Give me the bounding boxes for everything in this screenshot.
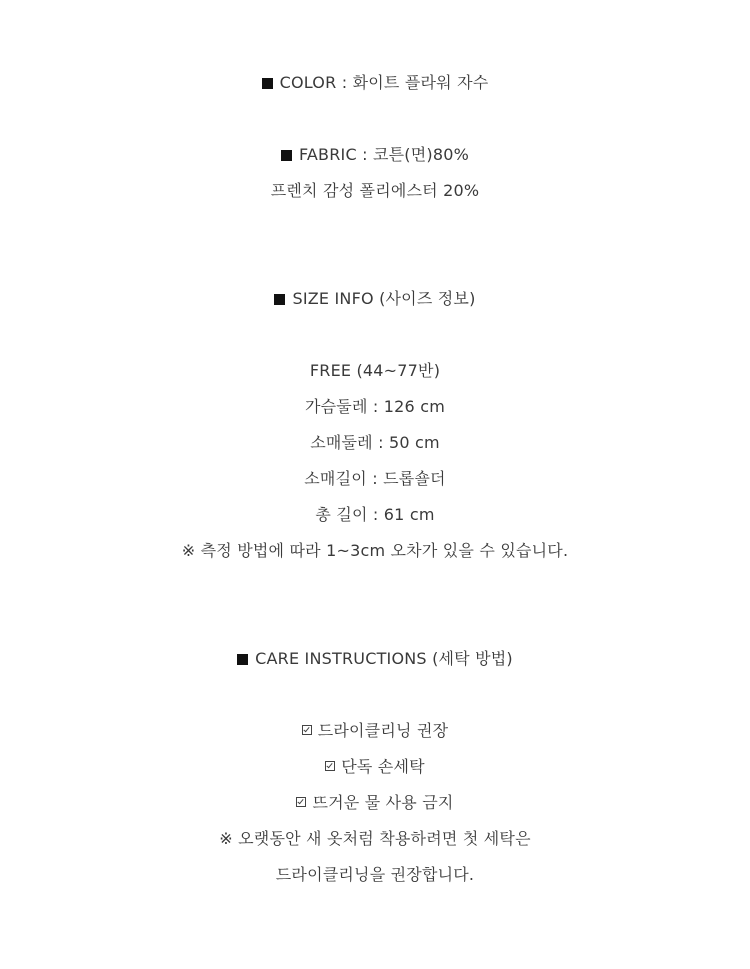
care-note-line-1: ※ 오랫동안 새 옷처럼 착용하려면 첫 세탁은 <box>219 829 531 848</box>
fabric-line-2: 프렌치 감성 폴리에스터 20% <box>270 181 480 200</box>
checkbox-checked-icon <box>325 761 335 771</box>
care-item <box>0 793 750 813</box>
care-item-label: 뜨거운 물 사용 금지 <box>312 793 454 812</box>
checkbox-checked-icon <box>302 725 312 735</box>
size-heading <box>0 289 750 309</box>
size-heading-text: SIZE INFO (사이즈 정보) <box>292 289 476 308</box>
care-heading-text: CARE INSTRUCTIONS (세탁 방법) <box>255 649 513 668</box>
color-line <box>0 73 750 93</box>
care-item-label: 드라이클리닝 권장 <box>317 721 449 740</box>
size-chest: 가슴둘레 : 126 cm <box>305 397 445 416</box>
care-item-label: 단독 손세탁 <box>341 757 425 776</box>
fabric-text: FABRIC : 코튼(면)80% <box>298 145 470 164</box>
size-free: FREE (44~77반) <box>309 361 441 380</box>
fabric-line <box>0 145 750 165</box>
color-text: COLOR : 화이트 플라워 자수 <box>279 73 489 92</box>
checkbox-checked-icon <box>296 797 306 807</box>
care-item <box>0 721 750 741</box>
size-sleeve-length: 소매길이 : 드롭숄더 <box>304 469 446 488</box>
black-square-bullet-icon <box>274 294 285 305</box>
size-sleeve-width: 소매둘레 : 50 cm <box>310 433 440 452</box>
black-square-bullet-icon <box>262 78 273 89</box>
care-heading <box>0 649 750 669</box>
size-total-length: 총 길이 : 61 cm <box>315 505 435 524</box>
black-square-bullet-icon <box>237 654 248 665</box>
size-note: ※ 측정 방법에 따라 1~3cm 오차가 있을 수 있습니다. <box>181 541 569 560</box>
care-item <box>0 757 750 777</box>
care-note-line-2: 드라이클리닝을 권장합니다. <box>275 865 475 884</box>
black-square-bullet-icon <box>281 150 292 161</box>
